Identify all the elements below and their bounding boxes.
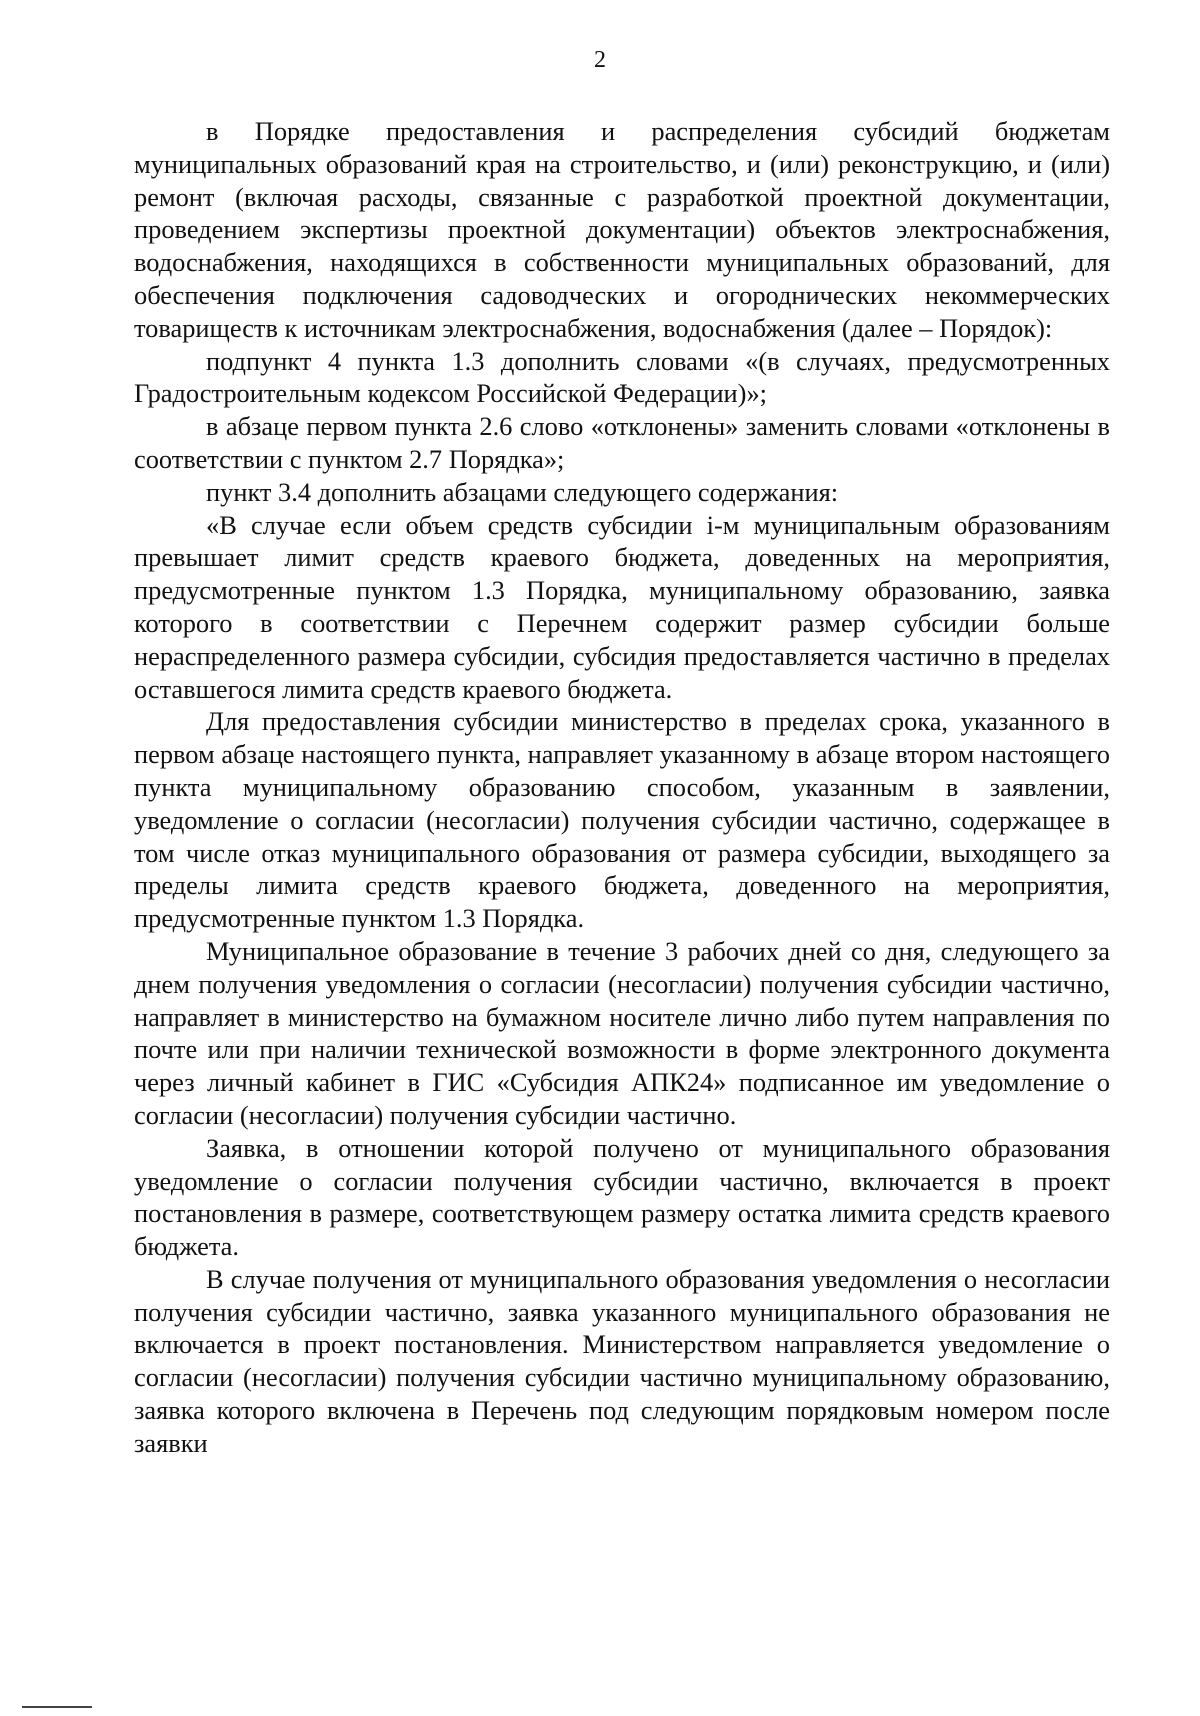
- paragraph-point-2-6: в абзаце первом пункта 2.6 слово «отклонены» заменить словами «отклонены в соответствии с пунктом 2.7 Порядка»;: [134, 411, 1110, 474]
- scan-edge-mark: [22, 1706, 92, 1708]
- paragraph-application-agree: Заявка, в отношении которой получено от муниципального образования уведомление о согласии получения субсидии частично, включается в проект постановления в размере, соответствующем размеру остатка лимита средств краевого бюджета.: [134, 1132, 1110, 1262]
- paragraph-application-disagree: В случае получения от муниципального образования уведомления о несогласии получения субсидии частично, заявка указанного муниципального образования не включается в проект постановления. Министерством направляется уведомление о согласии (несогласии) получения субсидии частично муниципальному образованию, заявка которого включена в Перечень под следующим порядковым номером после заявки: [134, 1263, 1110, 1458]
- paragraph-point-3-4: пункт 3.4 дополнить абзацами следующего содержания:: [206, 476, 839, 507]
- paragraph-subpoint-4: подпункт 4 пункта 1.3 дополнить словами «(в случаях, предусмотренных Градостроительным кодексом Российской Федерации)»;: [134, 345, 1110, 409]
- document-body: [134, 115, 1110, 1460]
- paragraph-subsidy-limit: «В случае если объем средств субсидии i-м муниципальным образованиям превышает лимит средств краевого бюджета, доведенных на мероприятия, предусмотренные пунктом 1.3 Порядка, муниципальному образованию, заявка которого в соответствии с Перечнем содержит размер субсидии больше нераспределенного размера субсидии, субсидия предоставляется частично в пределах оставшегося лимита средств краевого бюджета.: [134, 509, 1110, 704]
- paragraph-municipal-response: Муниципальное образование в течение 3 рабочих дней со дня, следующего за днем получения уведомления о согласии (несогласии) получения субсидии частично, направляет в министерство на бумажном носителе лично либо путем направления по почте или при наличии технической возможности в форме электронного документа через личный кабинет в ГИС «Субсидия АПК24» подписанное им уведомление о согласии (несогласии) получения субсидии частично.: [134, 935, 1110, 1130]
- page-number: 2: [594, 47, 606, 73]
- paragraph-order-title: в Порядке предоставления и распределения субсидий бюджетам муниципальных образований края на строительство, и (или) реконструкцию, и (или) ремонт (включая расходы, связанные с разработкой проектной документации, проведением экспертизы проектной документации) объектов электроснабжения, водоснабжения, находящихся в собственности муниципальных образований, для обеспечения подключения садоводческих и огороднических некоммерческих товариществ к источникам электроснабжения, водоснабжения (далее – Порядок):: [134, 116, 1110, 343]
- paragraph-ministry-notice: Для предоставления субсидии министерство в пределах срока, указанного в первом абзаце настоящего пункта, направляет указанному в абзаце втором настоящего пункта муниципальному образованию способом, указанным в заявлении, уведомление о согласии (несогласии) получения субсидии частично, содержащее в том числе отказ муниципального образования от размера субсидии, выходящего за пределы лимита средств краевого бюджета, доведенного на мероприятия, предусмотренные пунктом 1.3 Порядка.: [134, 706, 1110, 934]
